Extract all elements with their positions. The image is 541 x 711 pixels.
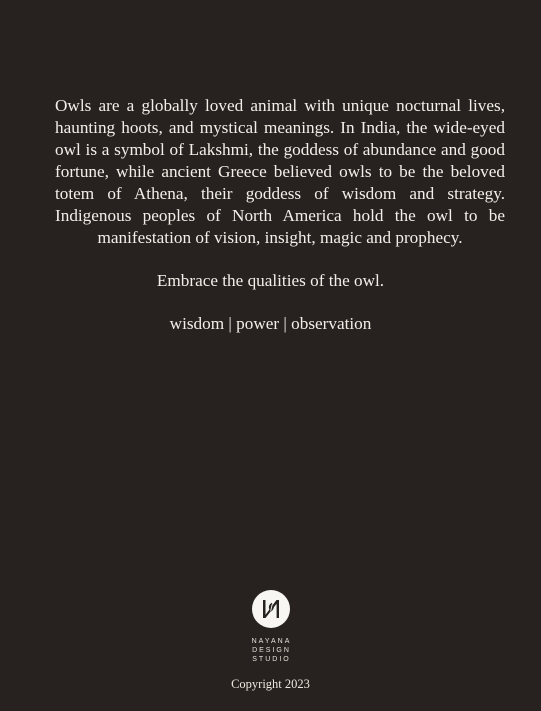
studio-name xyxy=(0,637,541,664)
owl-description-paragraph: Owls are a globally loved animal with unique nocturnal lives, haunting hoots, and mystical meanings. In India, the wide-eyed owl is a symbol of Lakshmi, the goddess of abundance and good fortune, while ancient Greece believed owls to be the beloved totem of Athena, their goddess of wisdom and strategy. Indigenous peoples of North America hold the owl to be manifestation of vision, insight, magic and prophecy. xyxy=(55,96,505,247)
copyright-text: Copyright 2023 xyxy=(231,677,310,691)
owl-qualities-text: wisdom | power | observation xyxy=(169,314,372,333)
nayana-n-leaf-icon xyxy=(252,590,290,628)
studio-name-line: DESIGN xyxy=(252,647,291,654)
studio-name-line: NAYANA xyxy=(251,638,292,645)
main-content xyxy=(55,95,505,249)
tagline-text: Embrace the qualities of the owl. xyxy=(156,271,385,290)
studio-logo xyxy=(0,590,541,664)
studio-name-line: STUDIO xyxy=(252,656,291,663)
